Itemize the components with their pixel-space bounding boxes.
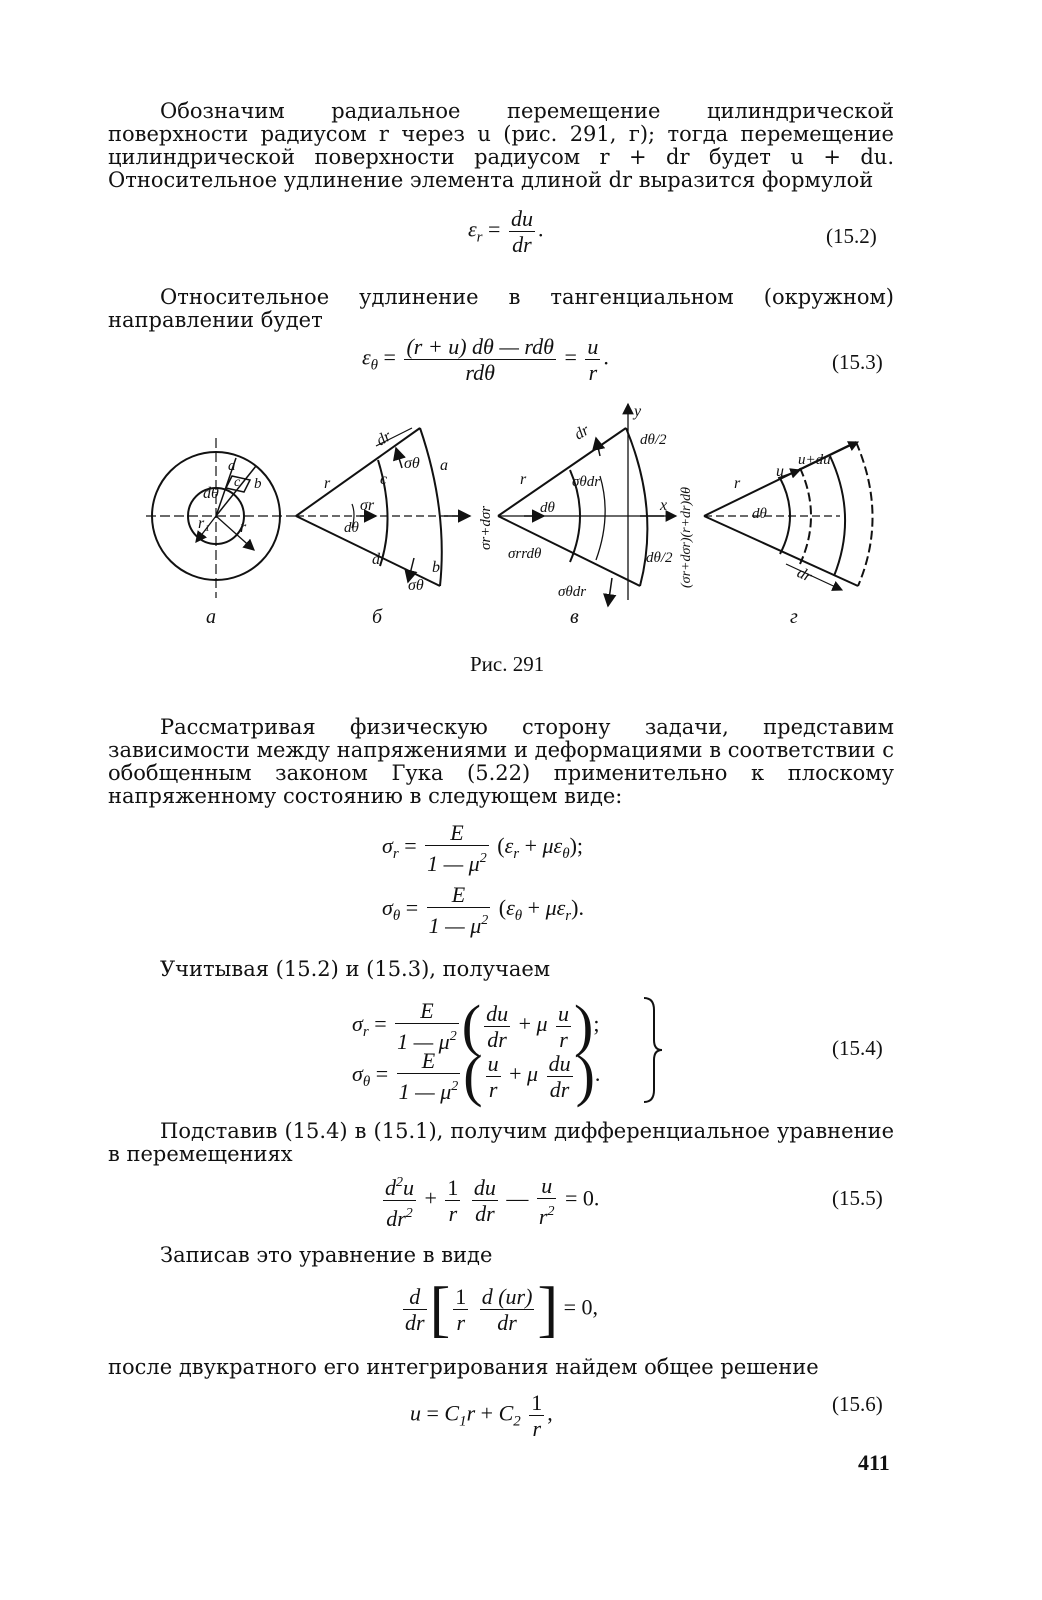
paragraph-considering: Учитывая (15.2) и (15.3), получаем	[160, 957, 551, 981]
equation-sigma-theta: $\sigma_\theta$ = $\frac{E}{1 — \mu^2}$ $(\varepsilon_\theta + \mu\varepsilon_r)$.	[382, 882, 584, 938]
label-v-x: x	[660, 497, 668, 514]
label-a-dtheta: dθ	[203, 485, 219, 502]
label-g-r: r	[734, 475, 741, 492]
subfigure-a	[146, 438, 296, 598]
equation-bracketed-form: $\frac{d}{dr}$ [ $\frac{1}{r}$ $\frac{d (ur)}{dr}$ ] = 0,	[405, 1275, 599, 1344]
equation-15-2: $\varepsilon_r$ = $\frac{du}{dr}$ .	[468, 206, 544, 257]
subfigure-g	[704, 442, 873, 590]
paragraph-tangential-elongation: Относительное удлинение в тангенциальном (окружном) направлении будет	[108, 285, 894, 332]
paragraph-general-solution: после двукратного его интегрирования найдем общее решение	[108, 1355, 819, 1379]
label-b-sigma-theta-top: σθ	[404, 455, 420, 472]
equation-number-15-2: (15.2)	[826, 224, 877, 248]
label-a-c: c	[234, 475, 241, 490]
sublabel-v: в	[570, 606, 579, 628]
equation-sigma-r: $\sigma_r$ = $\frac{E}{1 — \mu^2}$ $(\varepsilon_r + \mu\varepsilon_\theta)$;	[382, 820, 584, 876]
sublabel-g: г	[790, 606, 798, 628]
equation-number-15-6: (15.6)	[832, 1392, 883, 1416]
label-v-sr-rdtheta: σrrdθ	[508, 546, 542, 562]
label-g-dtheta: dθ	[752, 506, 767, 522]
label-v-sigma-dr-bot: σθdr	[558, 584, 587, 600]
label-b-dtheta: dθ	[344, 520, 359, 536]
paragraph-radial-displacement: Обозначим радиальное перемещение цилиндрической поверхности радиусом r через u (рис. 291, г); тогда перемещение цилиндрической поверхности радиусом r + dr будет u + du. Относительное удлинение элемента длиной dr выразится формулой	[108, 99, 894, 192]
sublabel-b: б	[372, 606, 383, 628]
label-v-y: y	[634, 403, 642, 420]
label-v-dtheta2-top: dθ/2	[640, 432, 667, 448]
paragraph-writing-equation: Записав это уравнение в виде	[160, 1243, 493, 1267]
label-a-r: r	[240, 519, 247, 536]
label-b-sr-dsr: σr+dσr	[478, 505, 494, 550]
equation-15-6: $u = C_1r + C_2$ $\frac{1}{r}$ ,	[410, 1390, 553, 1441]
label-b-dr: dr	[373, 427, 395, 450]
label-b-c: c	[380, 471, 388, 488]
equation-15-4-brace	[640, 996, 664, 1104]
equation-15-3: $\varepsilon_\theta$ = $\frac{\text{(r + u) dθ — rdθ}}{\text{rdθ}}$ = $\frac{u}{r}$ .	[362, 334, 609, 385]
label-b-r: r	[324, 475, 331, 492]
equation-number-15-5: (15.5)	[832, 1186, 883, 1210]
equation-15-4-sigma-theta: $\sigma_\theta$ = $\frac{E}{1 — \mu^2}$ ( $\frac{u}{r}$ + μ $\frac{du}{dr}$ ).	[352, 1043, 601, 1108]
label-b-d: d	[372, 551, 380, 568]
equation-15-5: $\frac{d^2u}{dr^2}$ + $\frac{1}{r}$ $\frac{du}{dr}$ — $\frac{u}{r^2}$ = 0.	[380, 1170, 599, 1231]
label-b-sigma-r: σr	[360, 497, 375, 514]
figure-caption: Рис. 291	[470, 652, 545, 676]
label-v-r: r	[520, 471, 527, 488]
subfigure-b	[296, 428, 470, 586]
equation-number-15-3: (15.3)	[832, 350, 883, 374]
page-number: 411	[858, 1450, 890, 1475]
label-v-sigma-dr-top: σθdr	[572, 474, 601, 490]
paragraph-substituting: Подставив (15.4) в (15.1), получим дифференциальное уравнение в перемещениях	[108, 1119, 894, 1166]
label-b-b: b	[432, 559, 440, 576]
label-a-b: b	[254, 476, 262, 492]
label-g-dr: dr	[794, 564, 815, 586]
label-v-right: (σr+dσr)(r+dr)dθ	[679, 486, 694, 588]
figure-291	[0, 400, 1042, 660]
equation-number-15-4: (15.4)	[832, 1036, 883, 1060]
label-v-dtheta: dθ	[540, 500, 555, 516]
equation-15-4-sigma-r: $\sigma_r$ = $\frac{E}{1 — \mu^2}$ ( $\frac{du}{dr}$ + μ $\frac{u}{r}$ );	[352, 993, 600, 1058]
label-g-udu: u+du	[798, 452, 831, 468]
label-b-a: a	[440, 457, 448, 474]
label-v-dtheta2-bot: dθ/2	[646, 550, 673, 566]
label-v-dr: dr	[571, 421, 593, 444]
label-g-u: u	[776, 463, 784, 480]
label-b-sigma-theta-bot: σθ	[408, 577, 424, 594]
paragraph-hooke-law: Рассматривая физическую сторону задачи, представим зависимости между напряжениями и деформациями в соответствии с обобщенным законом Гука (5.22) применительно к плоскому напряженному состоянию в следующем виде:	[108, 715, 894, 808]
label-a-a: a	[228, 458, 236, 474]
sublabel-a: а	[206, 606, 216, 628]
label-a-r1: r₁	[198, 515, 210, 532]
